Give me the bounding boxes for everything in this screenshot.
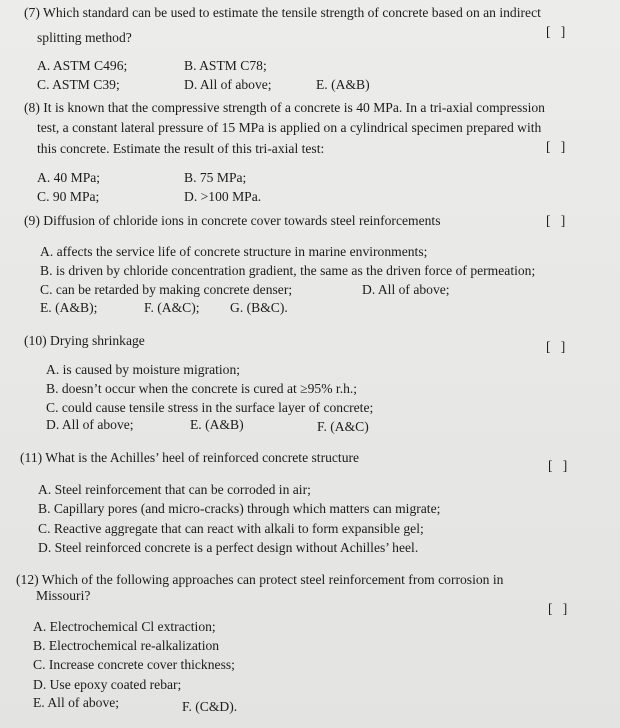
q10-option-f: F. (A&C)	[317, 419, 369, 434]
q11-option-a: A. Steel reinforcement that can be corroded in air;	[38, 482, 311, 497]
q9-option-a: A. affects the service life of concrete structure in marine environments;	[40, 244, 428, 259]
q8-option-c: C. 90 MPa;	[37, 189, 100, 204]
q10-option-a: A. is caused by moisture migration;	[46, 362, 241, 377]
q9-option-d: D. All of above;	[362, 282, 450, 297]
q12-option-b: B. Electrochemical re-alkalization	[33, 638, 220, 653]
q12-option-d: D. Use epoxy coated rebar;	[33, 677, 182, 692]
q9-option-b: B. is driven by chloride concentration gradient, the same as the driven force of permeation;	[40, 263, 536, 278]
q9-option-e: E. (A&B);	[40, 300, 98, 315]
q11-answer-bracket[interactable]: [ ]	[548, 458, 568, 473]
q11-option-c: C. Reactive aggregate that can react with alkali to form expansible gel;	[38, 521, 424, 536]
q12-stem-line-1: (12) Which of the following approaches can protect steel reinforcement from corrosion in	[16, 572, 504, 587]
q12-option-f: F. (C&D).	[182, 699, 238, 714]
q9-option-g: G. (B&C).	[230, 300, 288, 315]
q8-option-d: D. >100 MPa.	[184, 189, 262, 204]
q9-answer-bracket[interactable]: [ ]	[546, 213, 566, 228]
q7-option-b: B. ASTM C78;	[184, 58, 267, 73]
q10-answer-bracket[interactable]: [ ]	[546, 339, 566, 354]
q7-option-a: A. ASTM C496;	[37, 58, 128, 73]
q7-option-e: E. (A&B)	[316, 77, 370, 92]
q8-stem-line-3: this concrete. Estimate the result of this tri-axial test:	[37, 141, 325, 156]
q10-stem-line-1: (10) Drying shrinkage	[24, 333, 145, 348]
q10-option-e: E. (A&B)	[190, 417, 244, 432]
q12-option-e: E. All of above;	[33, 695, 120, 710]
q7-answer-bracket[interactable]: [ ]	[546, 24, 566, 39]
q10-option-c: C. could cause tensile stress in the surface layer of concrete;	[46, 400, 374, 415]
q8-stem-line-2: test, a constant lateral pressure of 15 MPa is applied on a cylindrical specimen prepared with	[37, 120, 542, 135]
q12-option-c: C. Increase concrete cover thickness;	[33, 657, 235, 672]
q11-option-b: B. Capillary pores (and micro-cracks) through which matters can migrate;	[38, 501, 441, 516]
q7-stem-line-2: splitting method?	[37, 30, 132, 45]
q11-stem-line-1: (11) What is the Achilles’ heel of reinforced concrete structure	[20, 450, 360, 465]
q9-option-f: F. (A&C);	[144, 300, 200, 315]
q7-stem-line-1: (7) Which standard can be used to estimate the tensile strength of concrete based on an indirect	[24, 5, 541, 20]
q9-stem-line-1: (9) Diffusion of chloride ions in concrete cover towards steel reinforcements	[24, 213, 441, 228]
q10-option-b: B. doesn’t occur when the concrete is cured at ≥95% r.h.;	[46, 381, 358, 396]
q8-stem-line-1: (8) It is known that the compressive strength of a concrete is 40 MPa. In a tri-axial compression	[24, 100, 545, 115]
q12-option-a: A. Electrochemical Cl extraction;	[33, 619, 216, 634]
q7-option-c: C. ASTM C39;	[37, 77, 120, 92]
q9-option-c: C. can be retarded by making concrete denser;	[40, 282, 293, 297]
q8-option-a: A. 40 MPa;	[37, 170, 101, 185]
q11-option-d: D. Steel reinforced concrete is a perfect design without Achilles’ heel.	[38, 540, 419, 555]
q8-option-b: B. 75 MPa;	[184, 170, 247, 185]
q12-answer-bracket[interactable]: [ ]	[548, 601, 568, 616]
q12-stem-line-2: Missouri?	[36, 588, 91, 603]
q8-answer-bracket[interactable]: [ ]	[546, 139, 566, 154]
q7-option-d: D. All of above;	[184, 77, 272, 92]
q10-option-d: D. All of above;	[46, 417, 134, 432]
